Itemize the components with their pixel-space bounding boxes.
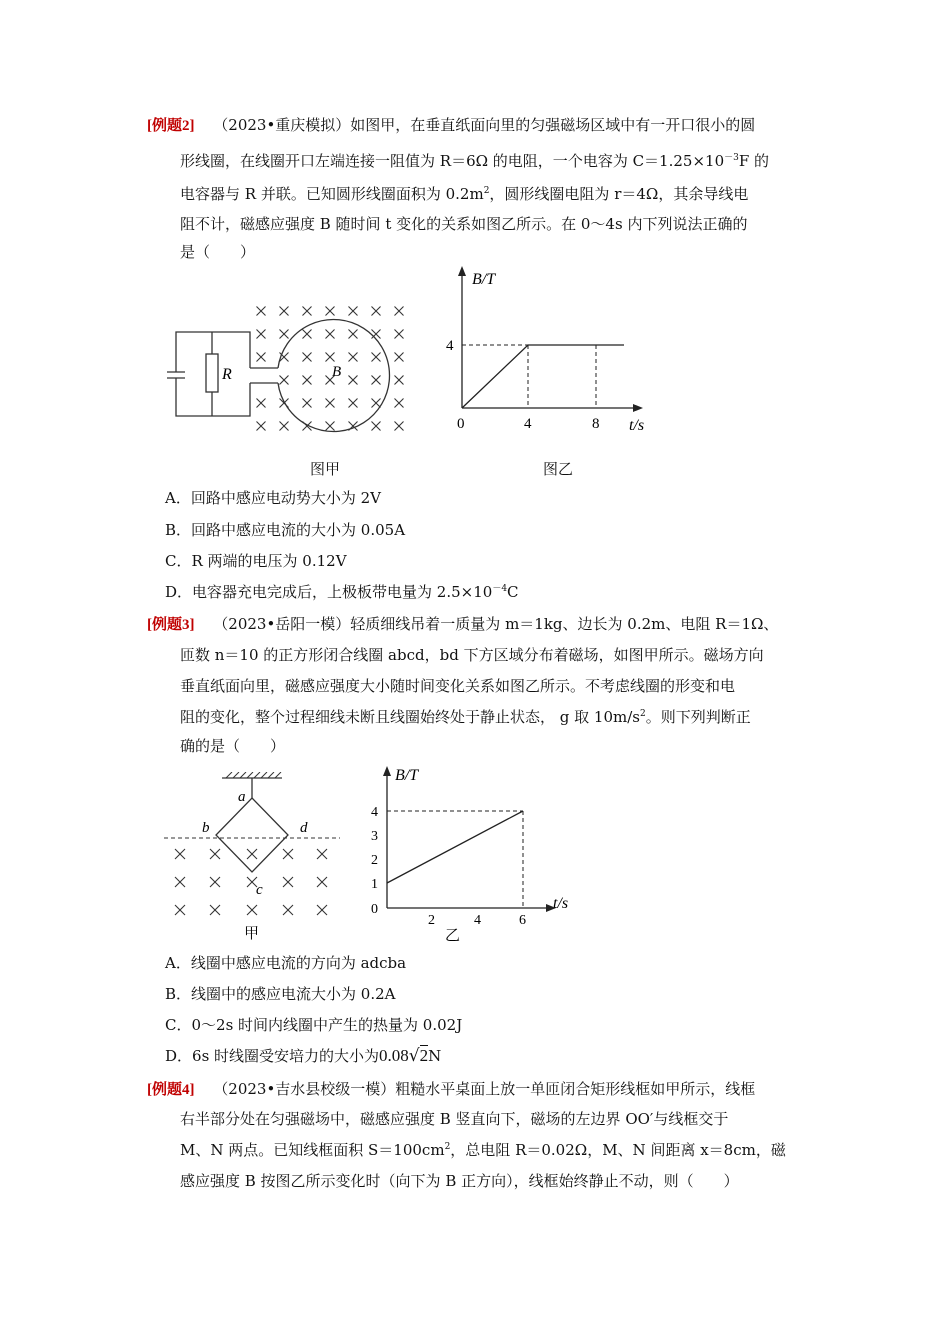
ex3-text-4a: 阻的变化，整个过程细线未断且线圈始终处于静止状态， g 取 10m/s [180, 708, 640, 726]
ex2-tag: [例题2] [147, 118, 195, 134]
tick-x-8: 8 [592, 416, 600, 432]
tick-x-4: 4 [524, 416, 532, 432]
tick-x-2: 2 [428, 913, 435, 928]
tick-x-6: 6 [519, 913, 526, 928]
ex3-option-c: C．0～2s 时间内线圈中产生的热量为 0.02J [165, 1016, 463, 1034]
ex2-text-1: （2023•重庆模拟）如图甲，在垂直纸面向里的匀强磁场区域中有一开口很小的圆 [213, 116, 756, 134]
ex4-tag: [例题4] [147, 1082, 195, 1098]
ex2-line-4: 阻不计，磁感应强度 B 随时间 t 变化的关系如图乙所示。在 0～4s 内下列说法正确的 [180, 215, 748, 233]
ex2-sup-2: －3 [724, 153, 739, 163]
resistor-label: R [222, 366, 232, 383]
ex2-line-1 [147, 115, 755, 136]
ex2-text-3a: 电容器与 R 并联。已知圆形线圈面积为 0.2m [180, 185, 484, 203]
vertex-d: d [300, 820, 308, 836]
ex2-option-c: C．R 两端的电压为 0.12V [165, 552, 347, 570]
ex2-option-d-unit: C [507, 583, 519, 601]
ex2-option-d [165, 582, 519, 602]
ex3-caption-a: 甲 [244, 926, 260, 942]
graph-xlabel: t/s [629, 417, 645, 434]
tick-x-4: 4 [474, 913, 481, 928]
ex3-figure-graph [355, 760, 585, 945]
ceiling-hatch [226, 772, 281, 778]
ex2-line-3 [180, 184, 748, 204]
ex3-line-2: 匝数 n＝10 的正方形闭合线圈 abcd，bd 下方区域分布着磁场，如图甲所示。磁场方向 [180, 646, 764, 664]
ex3-series-line [387, 811, 523, 883]
vertex-b: b [202, 820, 210, 836]
ex3-option-d-math: 0.08 [379, 1046, 409, 1065]
ex4-sup-3: 2 [444, 1142, 451, 1152]
ex2-line-5: 是（ ） [180, 243, 256, 261]
magnetic-field-crosses [257, 307, 404, 431]
ex4-text-3b: ，总电阻 R＝0.02Ω，M、N 间距离 x＝8cm，磁 [450, 1141, 786, 1159]
ex2-figure-circuit [160, 298, 410, 438]
ex4-line-3 [180, 1140, 786, 1160]
ex2-line-2 [180, 151, 769, 171]
tick-origin: 0 [371, 902, 378, 917]
sqrt-sign: √ [408, 1046, 420, 1066]
ex2-series-line [462, 345, 624, 408]
ex4-line-2: 右半部分处在匀强磁场中，磁感应强度 B 竖直向下，磁场的左边界 OO′与线框交于 [180, 1110, 729, 1128]
vertex-c: c [256, 882, 263, 898]
ex4-line-4: 感应强度 B 按图乙所示变化时（向下为 B 正方向），线框始终静止不动，则（ ） [180, 1172, 739, 1190]
tick-origin: 0 [457, 416, 465, 432]
ex3-line-5: 确的是（ ） [180, 737, 286, 755]
ex3-text-1: （2023•岳阳一模）轻质细线吊着一质量为 m＝1kg、边长为 0.2m、电阻 R＝1Ω、 [213, 615, 779, 633]
ex2-figure-graph [430, 262, 660, 440]
graph-ylabel: B/T [472, 271, 496, 288]
ex3-option-b: B．线圈中的感应电流大小为 0.2A [165, 985, 396, 1003]
graph-xlabel: t/s [553, 895, 569, 912]
ex3-tag: [例题3] [147, 617, 195, 633]
ex3-sup-4: 2 [639, 709, 646, 719]
ex3-option-d-radicand: 2 [419, 1046, 429, 1065]
ex2-option-d-sup: －4 [492, 584, 508, 594]
ex2-text-3b: ，圆形线圈电阻为 r＝4Ω，其余导线电 [489, 185, 749, 203]
tick-y-1: 1 [371, 877, 378, 892]
ex3-line-1 [147, 614, 778, 635]
ex3-text-4b: 。则下列判断正 [645, 708, 751, 726]
tick-y-4: 4 [446, 338, 454, 354]
ex3-option-a: A．线圈中感应电流的方向为 adcba [165, 954, 407, 972]
tick-y-3: 3 [371, 829, 378, 844]
ex2-option-a: A．回路中感应电动势大小为 2V [165, 489, 381, 507]
graph-ylabel: B/T [395, 767, 419, 784]
ex3-option-d-text: D．6s 时线圈受安培力的大小为 [165, 1047, 380, 1065]
x-arrow-icon [633, 404, 643, 412]
magnetic-field-crosses [175, 849, 327, 915]
ex3-option-d-unit: N [428, 1047, 442, 1065]
ex3-line-3: 垂直纸面向里，磁感应强度大小随时间变化关系如图乙所示。不考虑线圈的形变和电 [180, 677, 736, 695]
ex4-line-1 [147, 1079, 755, 1100]
y-arrow-icon [458, 266, 466, 276]
ex3-option-d [165, 1046, 441, 1066]
ex2-text-2a: 形线圈，在线圈开口左端连接一阻值为 R＝6Ω 的电阻，一个电容为 C＝1.25×10 [180, 152, 725, 170]
ex2-caption-b: 图乙 [543, 460, 574, 478]
ex2-caption-a: 图甲 [310, 460, 341, 478]
ex2-option-d-text: D．电容器充电完成后，上极板带电量为 2.5×10 [165, 583, 493, 601]
y-arrow-icon [383, 766, 391, 776]
ex4-text-1: （2023•吉水县校级一模）粗糙水平桌面上放一单匝闭合矩形线框如甲所示，线框 [213, 1080, 756, 1098]
ex2-option-b: B．回路中感应电流的大小为 0.05A [165, 521, 406, 539]
ex2-sup-3: 2 [483, 186, 490, 196]
ex2-text-2b: F 的 [738, 152, 770, 170]
ex4-text-3a: M、N 两点。已知线框面积 S＝100cm [180, 1141, 445, 1159]
ex3-figure-coil [160, 772, 345, 942]
ex3-line-4 [180, 707, 751, 727]
tick-y-4: 4 [371, 805, 378, 820]
vertex-a: a [238, 789, 246, 805]
ex3-caption-b: 乙 [445, 928, 461, 944]
field-label: B [332, 364, 342, 380]
tick-y-2: 2 [371, 853, 378, 868]
